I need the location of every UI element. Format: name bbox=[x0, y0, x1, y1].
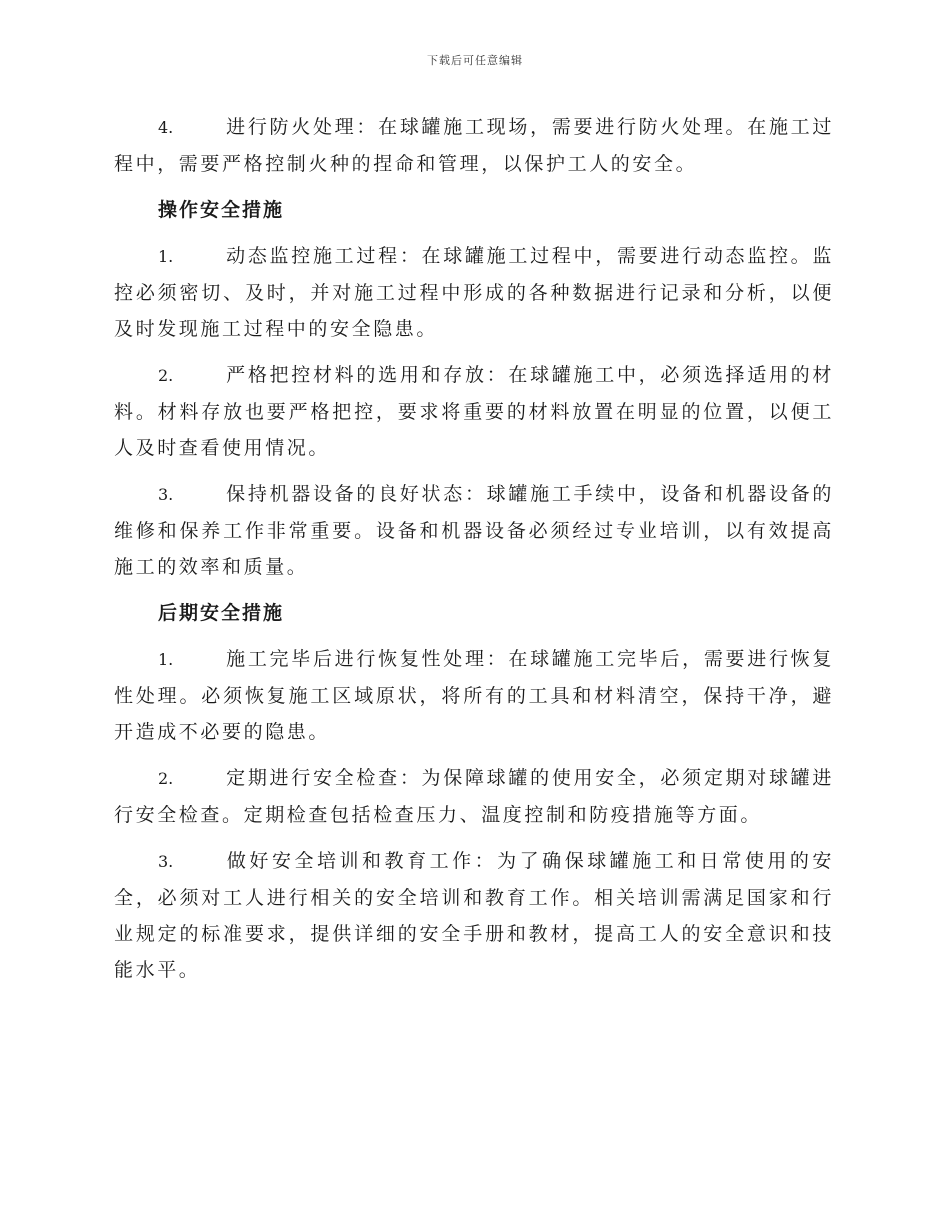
header-text: 下载后可任意编辑 bbox=[427, 54, 523, 67]
item-text: 严格把控材料的选用和存放：在球罐施工中，必须选择适用的材料。材料存放也要严格把控，要求将重要的材料放置在明显的位置，以便工人及时查看使用情况。 bbox=[114, 364, 834, 459]
item-text: 保持机器设备的良好状态：球罐施工手续中，设备和机器设备的维修和保养工作非常重要。设备和机器设备必须经过专业培训，以有效提高施工的效率和质量。 bbox=[114, 483, 834, 578]
item-number: 1. bbox=[158, 650, 174, 669]
list-item bbox=[114, 476, 834, 585]
list-item bbox=[114, 760, 834, 833]
document-body bbox=[114, 109, 834, 998]
list-item bbox=[114, 641, 834, 750]
section-heading-operation: 操作安全措施 bbox=[158, 199, 285, 221]
item-number: 4. bbox=[158, 118, 174, 137]
item-number: 3. bbox=[158, 485, 174, 504]
item-text: 施工完毕后进行恢复性处理：在球罐施工完毕后，需要进行恢复性处理。必须恢复施工区域原状，将所有的工具和材料清空，保持干净，避开造成不必要的隐患。 bbox=[114, 648, 834, 743]
item-number: 3. bbox=[158, 852, 174, 871]
item-number: 2. bbox=[158, 366, 174, 385]
list-item-fire-prevention bbox=[114, 109, 834, 182]
item-text: 进行防火处理：在球罐施工现场，需要进行防火处理。在施工过程中，需要严格控制火种的捏命和管理，以保护工人的安全。 bbox=[114, 116, 834, 175]
item-text: 动态监控施工过程：在球罐施工过程中，需要进行动态监控。监控必须密切、及时，并对施工过程中形成的各种数据进行记录和分析，以便及时发现施工过程中的安全隐患。 bbox=[114, 245, 834, 340]
section-heading-post: 后期安全措施 bbox=[158, 602, 285, 624]
list-item bbox=[114, 357, 834, 466]
list-item bbox=[114, 238, 834, 347]
item-number: 2. bbox=[158, 769, 174, 788]
item-text: 定期进行安全检查：为保障球罐的使用安全，必须定期对球罐进行安全检查。定期检查包括检查压力、温度控制和防疫措施等方面。 bbox=[114, 767, 834, 826]
item-number: 1. bbox=[158, 247, 174, 266]
item-text: 做好安全培训和教育工作：为了确保球罐施工和日常使用的安全，必须对工人进行相关的安全培训和教育工作。相关培训需满足国家和行业规定的标准要求，提供详细的安全手册和教材，提高工人的安全意识和技能水平。 bbox=[114, 850, 834, 981]
list-item bbox=[114, 843, 834, 988]
page-header bbox=[0, 54, 950, 68]
